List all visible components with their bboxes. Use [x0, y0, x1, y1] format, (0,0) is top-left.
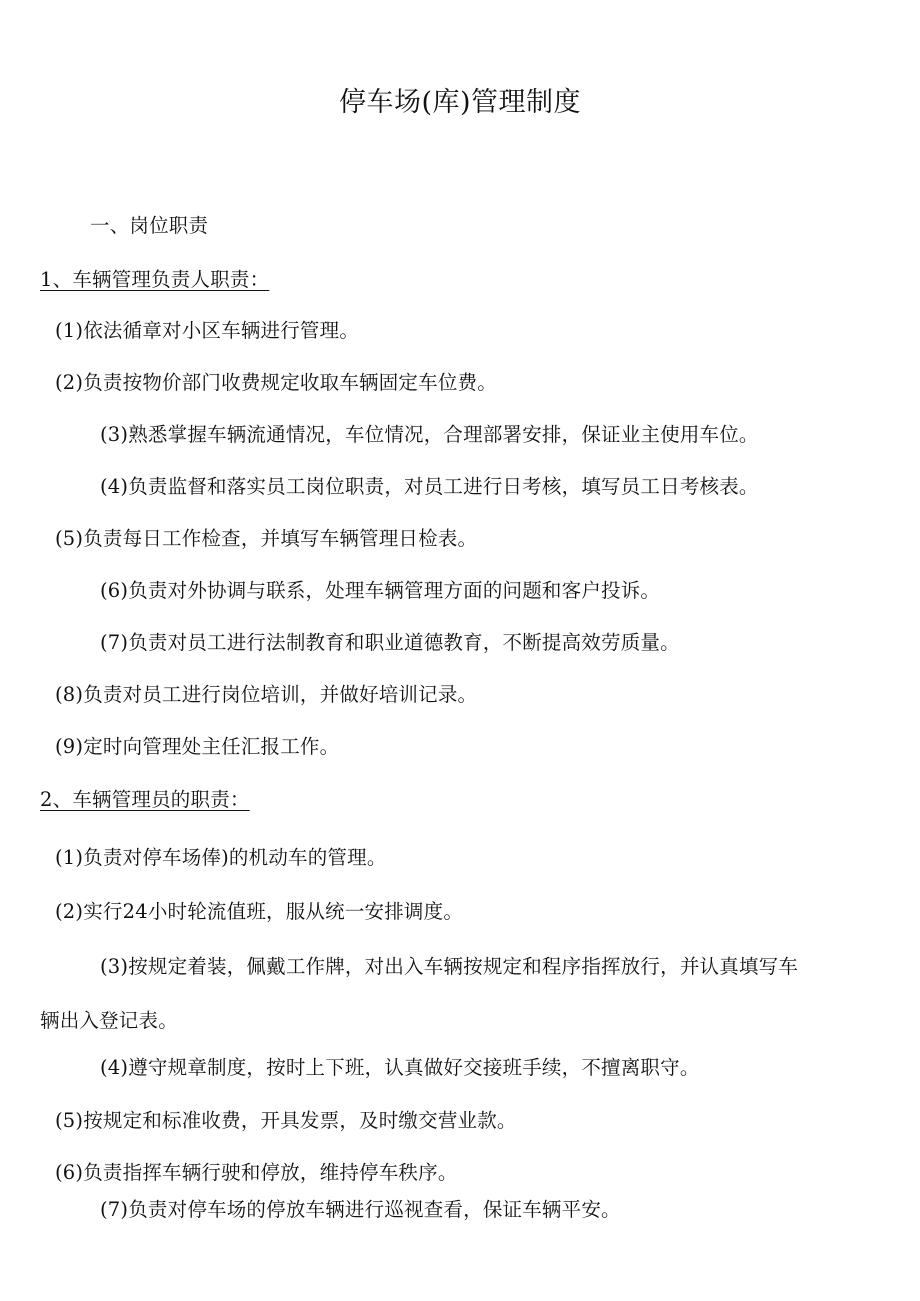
part2-heading: 2、车辆管理员的职责： — [40, 788, 250, 811]
part1-item: (4)负责监督和落实员工岗位职责，对员工进行日考核，填写员工日考核表。 — [100, 475, 759, 498]
part2-item: (5)按规定和标准收费，开具发票，及时缴交营业款。 — [55, 1109, 517, 1132]
part1-item: (9)定时向管理处主任汇报工作。 — [55, 735, 340, 758]
part1-heading: 1、车辆管理负责人职责： — [40, 268, 270, 291]
part1-item: (8)负责对员工进行岗位培训，并做好培训记录。 — [55, 683, 478, 706]
part2-item: (6)负责指挥车辆行驶和停放，维持停车秩序。 — [55, 1161, 458, 1184]
part1-item: (6)负责对外协调与联系，处理车辆管理方面的问题和客户投诉。 — [100, 579, 661, 602]
part1-item: (7)负责对员工进行法制教育和职业道德教育，不断提高效劳质量。 — [100, 631, 680, 654]
part2-item: (2)实行24小时轮流值班，服从统一安排调度。 — [55, 900, 464, 923]
part2-item: (4)遵守规章制度，按时上下班，认真做好交接班手续，不擅离职守。 — [100, 1056, 700, 1079]
section-heading: 一、岗位职责 — [90, 214, 209, 237]
part1-item: (2)负责按物价部门收费规定收取车辆固定车位费。 — [55, 371, 497, 394]
part1-item: (1)依法循章对小区车辆进行管理。 — [55, 319, 360, 342]
part2-item: (3)按规定着装，佩戴工作牌，对出入车辆按规定和程序指挥放行，并认真填写车 — [100, 955, 799, 978]
part1-item: (3)熟悉掌握车辆流通情况，车位情况，合理部署安排，保证业主使用车位。 — [100, 423, 759, 446]
part1-item: (5)负责每日工作检查，并填写车辆管理日检表。 — [55, 527, 478, 550]
part2-item: (7)负责对停车场的停放车辆进行巡视查看，保证车辆平安。 — [100, 1198, 621, 1221]
document-title: 停车场(库)管理制度 — [338, 87, 582, 118]
part2-item: (1)负责对停车场俸)的机动车的管理。 — [55, 846, 387, 869]
part2-item-continuation: 辆出入登记表。 — [40, 1009, 178, 1032]
